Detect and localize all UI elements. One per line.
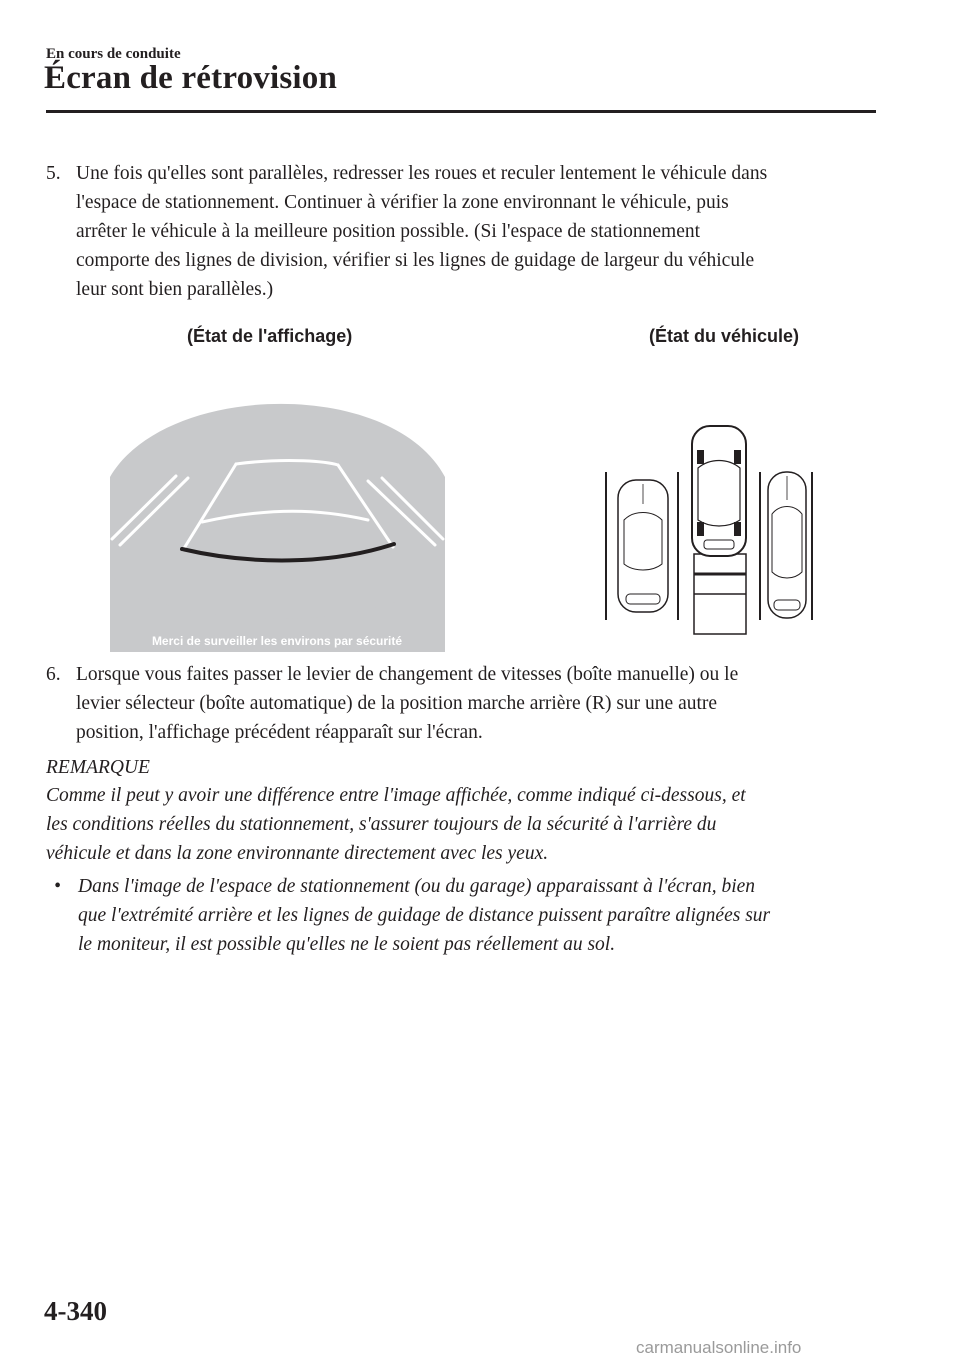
remark-body [46,781,876,868]
page-number: 4-340 [44,1296,107,1326]
bullet-line: le moniteur, il est possible qu'elles ne le soient pas réellement au sol. [78,934,616,955]
step-text [46,159,886,304]
parking-space-outline [694,554,746,634]
screen-safety-message: Merci de surveiller les environs par sécurité [151,634,403,648]
left-parked-car [618,480,668,612]
vehicle-state-caption: (État du véhicule) [649,326,800,346]
remark-line: les conditions réelles du stationnement, s'assurer toujours de la sécurité à l'arrière du [46,814,717,835]
bullet-line: Dans l'image de l'espace de stationnement (ou du garage) apparaissant à l'écran, bien [78,876,756,897]
vehicle-parking-illustration [600,424,818,637]
title-rule [46,110,876,113]
step-line: Une fois qu'elles sont parallèles, redresser les roues et reculer lentement le véhicule dans [76,163,768,184]
step-line: arrêter le véhicule à la meilleure position possible. (Si l'espace de stationnement [76,221,701,242]
rear-view-display-illustration [110,377,445,652]
bullet-symbol: • [54,876,61,897]
remark-line: véhicule et dans la zone environnante directement avec les yeux. [46,843,549,864]
watermark: carmanualsonline.info [636,1338,802,1357]
step-number: 6. [46,664,61,685]
bullet-line: que l'extrémité arrière et les lignes de guidage de distance puissent paraître alignées sur [78,905,771,926]
remark-bullet [48,872,868,959]
step-6 [46,660,886,747]
step-number: 5. [46,163,61,184]
step-line: comporte des lignes de division, vérifier si les lignes de guidage de largeur du véhicule [76,250,755,271]
step-text [46,660,886,747]
step-line: position, l'affichage précédent réapparaît sur l'écran. [76,722,483,743]
page-title: Écran de rétrovision [44,60,338,96]
bullet-text [48,872,868,959]
center-reversing-car [692,426,746,556]
remark-line: Comme il peut y avoir une différence entre l'image affichée, comme indiqué ci-dessous, et [46,785,746,806]
step-line: Lorsque vous faites passer le levier de changement de vitesses (boîte manuelle) ou le [76,664,739,685]
right-parked-car [768,472,806,618]
step-line: l'espace de stationnement. Continuer à vérifier la zone environnant le véhicule, puis [76,192,729,213]
step-line: leur sont bien parallèles.) [76,279,274,300]
remark-heading: REMARQUE [46,757,150,778]
step-line: levier sélecteur (boîte automatique) de la position marche arrière (R) sur une autre [76,693,718,714]
step-5 [46,159,886,304]
section-label: En cours de conduite [46,46,181,62]
display-state-caption: (État de l'affichage) [187,326,353,346]
